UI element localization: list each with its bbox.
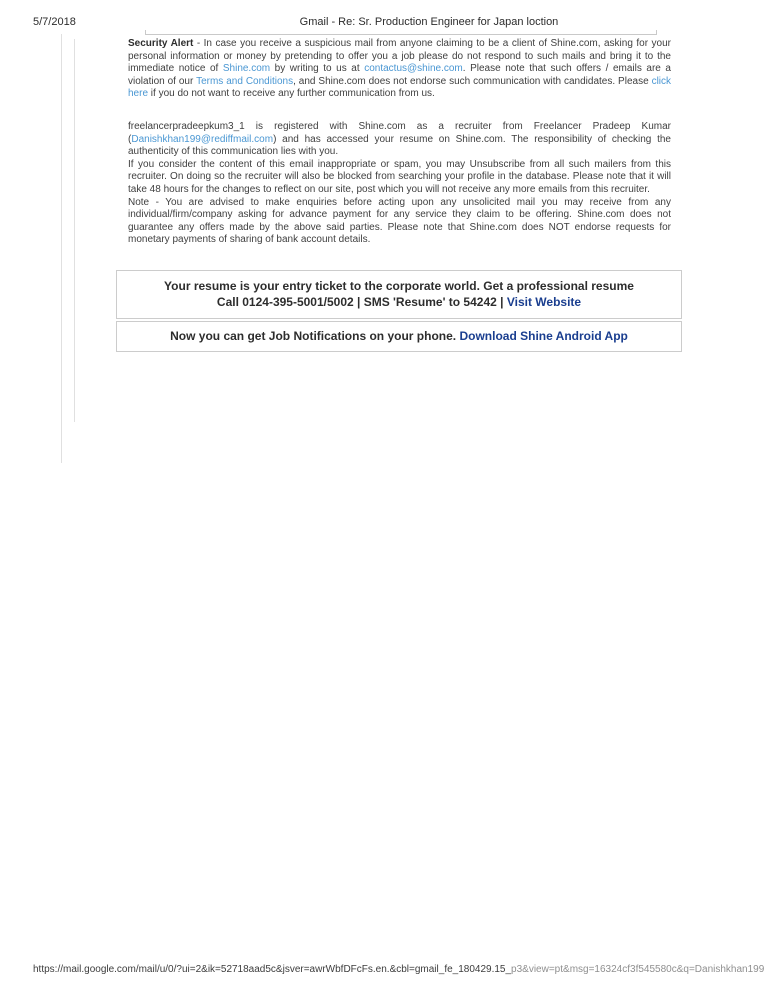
email-body [128, 38, 671, 247]
resume-promo-line2 [123, 294, 675, 310]
text-segment: freelancerpradeepkum3_1 is registered with Shine.com as a recruiter from Freelancer Pradeep Kumar ( [128, 120, 671, 145]
text-segment: . Please note that such offers / emails are a violation of our [128, 63, 671, 87]
text-segment: - In case you receive a suspicious mail from anyone claiming to be a client of Shine.com, asking for your personal information or money by pretending to offer you a job please do not respond to such mails and bring it to the immediate notice of [128, 38, 671, 75]
promo-section [116, 270, 682, 352]
click-here-link[interactable]: click here [128, 75, 672, 100]
table-border-left-inner-line [74, 39, 75, 422]
download-shine-android-app-link[interactable]: Download Shine Android App [459, 329, 628, 343]
text-segment: Security Alert [128, 38, 194, 49]
text-segment: Note - You are advised to make enquiries before acting upon any unsolicited mail you may receive from any individual/firm/company asking for advance payment for any service they claim to be offering. Shine.com does not guarantee any offers made by the above said parties. Please note that Shine.com does NOT endorse requests for monetary payments of sharing of bank account details. [128, 196, 671, 246]
print-date: 5/7/2018 [33, 16, 76, 28]
page-title: Gmail - Re: Sr. Production Engineer for Japan loction [299, 16, 559, 28]
security-alert-paragraph [128, 38, 671, 101]
resume-promo-line1: Your resume is your entry ticket to the corporate world. Get a professional resume [164, 279, 634, 293]
visit-website-link[interactable]: Visit Website [506, 295, 582, 309]
unsubscribe-paragraph [128, 159, 671, 197]
text-segment: by writing to us at [270, 63, 365, 75]
table-border-top-line [145, 30, 657, 35]
text-segment: If you consider the content of this email inappropriate or spam, you may Unsubscribe from all such mailers from this recruiter. On doing so the recruiter will also be blocked from searching your profile in the database. Please note that it will take 48 hours for the changes to reflect on our site, post which you will not receive any more emails from this recruiter. [128, 158, 671, 195]
resume-promo-box [116, 270, 682, 319]
table-border-left-outer-line [61, 34, 62, 463]
app-promo-line [123, 328, 675, 344]
text-segment: Now you can get Job Notifications on your phone. [170, 329, 460, 343]
recruiter-email-link[interactable]: Danishkhan199@rediffmail.com [131, 133, 274, 145]
note-paragraph [128, 197, 671, 247]
recruiter-info-paragraph [128, 121, 671, 159]
print-footer-url [33, 964, 773, 975]
shine-com-link[interactable]: Shine.com [222, 63, 271, 75]
text-segment: , and Shine.com does not endorse such communication with candidates. Please [293, 75, 652, 87]
text-segment: ) and has accessed your resume on Shine.com. The responsibility of checking the authenticity of this communication lies with you. [128, 133, 671, 158]
footer-url-faded: p3&view=pt&msg=16324cf3f545580c&q=Danishkhan199 [511, 964, 765, 975]
contact-email-link[interactable]: contactus@shine.com [364, 63, 463, 75]
text-segment: Call 0124-395-5001/5002 | SMS 'Resume' to 54242 | [216, 295, 507, 309]
footer-url-main: https://mail.google.com/mail/u/0/?ui=2&ik=52718aad5c&jsver=awrWbfDFcFs.en.&cbl=gmail_fe_180429.15_ [33, 964, 512, 975]
terms-and-conditions-link[interactable]: Terms and Conditions [196, 75, 294, 87]
text-segment: if you do not want to receive any further communication from us. [148, 88, 435, 100]
app-promo-box [116, 321, 682, 352]
